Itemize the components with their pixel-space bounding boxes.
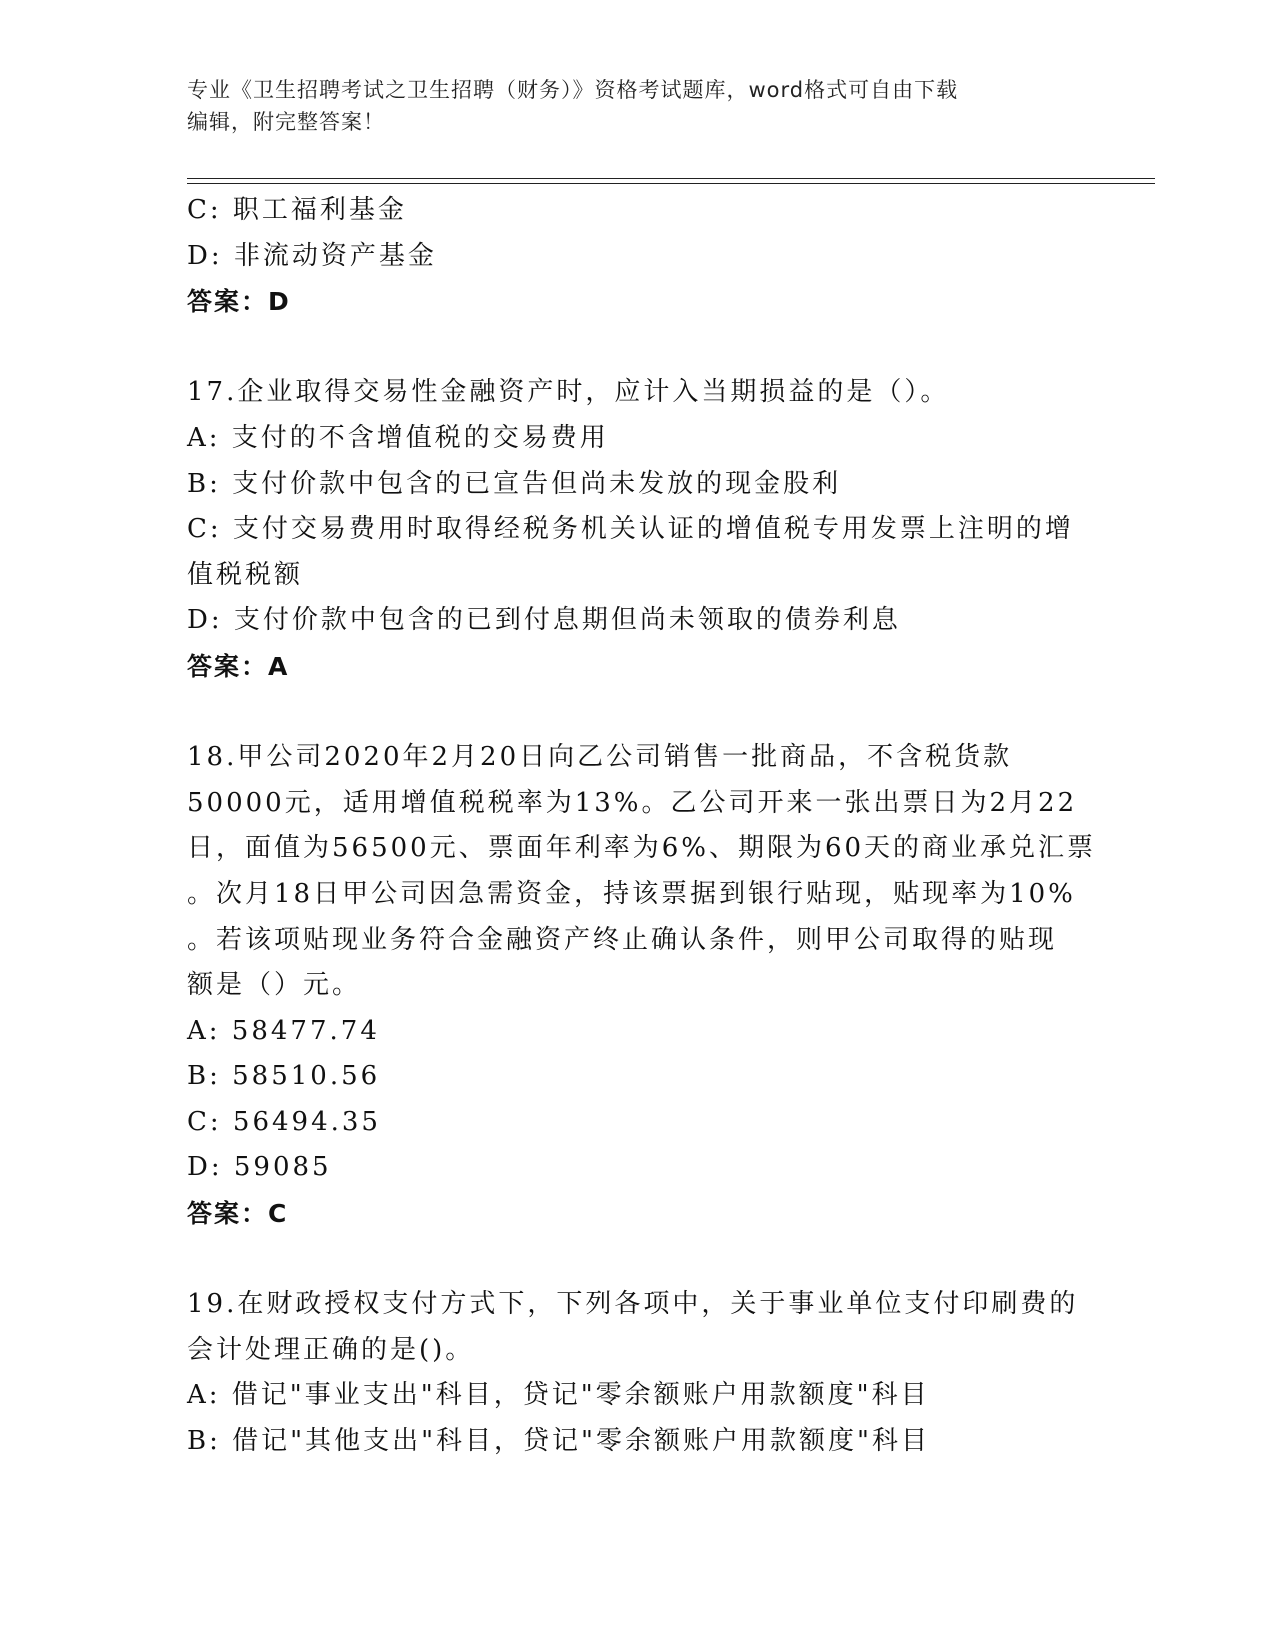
spacer [187, 1237, 1087, 1283]
header-rule-top [187, 178, 1155, 179]
question-17 [187, 370, 1087, 689]
q17-option-b: B: 支付价款中包含的已宣告但尚未发放的现金股利 [187, 468, 842, 499]
question-18 [187, 735, 1097, 1237]
header-rule-bottom [187, 183, 1155, 184]
q19-stem-line-1: 19.在财政授权支付方式下，下列各项中，关于事业单位支付印刷费的 [187, 1289, 1079, 1320]
q18-option-d: D: 59085 [187, 1152, 332, 1183]
q18-stem-line-1: 18.甲公司2020年2月20日向乙公司销售一批商品，不含税货款 [187, 742, 1013, 773]
q17-option-d: D: 支付价款中包含的已到付息期但尚未领取的债券利息 [187, 605, 901, 636]
document-header [187, 74, 1067, 138]
q17-answer: 答案：A [187, 651, 290, 681]
q16-answer: 答案：D [187, 287, 291, 317]
spacer [187, 325, 1087, 371]
q18-stem-line-4: 。次月18日甲公司因急需资金，持该票据到银行贴现，贴现率为10% [187, 878, 1076, 909]
q19-option-a: A: 借记"事业支出"科目，贷记"零余额账户用款额度"科目 [187, 1380, 930, 1411]
header-line-2: 编辑，附完整答案！ [187, 110, 385, 134]
question-19 [187, 1282, 1087, 1464]
q17-option-a: A: 支付的不含增值税的交易费用 [187, 422, 609, 453]
q18-answer: 答案：C [187, 1199, 289, 1229]
q18-option-a: A: 58477.74 [187, 1015, 380, 1046]
q16-option-c: C: 职工福利基金 [187, 195, 407, 225]
question-content [187, 188, 1097, 1465]
q19-option-b: B: 借记"其他支出"科目，贷记"零余额账户用款额度"科目 [187, 1426, 930, 1457]
q19-stem-line-2: 会计处理正确的是()。 [187, 1334, 475, 1365]
q18-option-c: C: 56494.35 [187, 1106, 381, 1137]
q16-option-d: D: 非流动资产基金 [187, 240, 437, 271]
q18-stem-line-6: 额是（）元。 [187, 970, 362, 1001]
header-line-1: 专业《卫生招聘考试之卫生招聘（财务）》资格考试题库，word格式可自由下载 [187, 78, 959, 102]
question-16 [187, 188, 1087, 325]
q18-stem-line-2: 50000元，适用增值税税率为13%。乙公司开来一张出票日为2月22 [187, 787, 1078, 818]
q17-stem: 17.企业取得交易性金融资产时，应计入当期损益的是（）。 [187, 377, 950, 408]
spacer [187, 690, 1087, 736]
q17-option-c-line-1: C: 支付交易费用时取得经税务机关认证的增值税专用发票上注明的增 [187, 514, 1074, 545]
q17-option-c-line-2: 值税税额 [187, 559, 304, 590]
q18-option-b: B: 58510.56 [187, 1061, 381, 1092]
q18-stem-line-3: 日，面值为56500元、票面年利率为6%、期限为60天的商业承兑汇票 [187, 833, 1097, 864]
q18-stem-line-5: 。若该项贴现业务符合金融资产终止确认条件，则甲公司取得的贴现 [187, 924, 1058, 955]
